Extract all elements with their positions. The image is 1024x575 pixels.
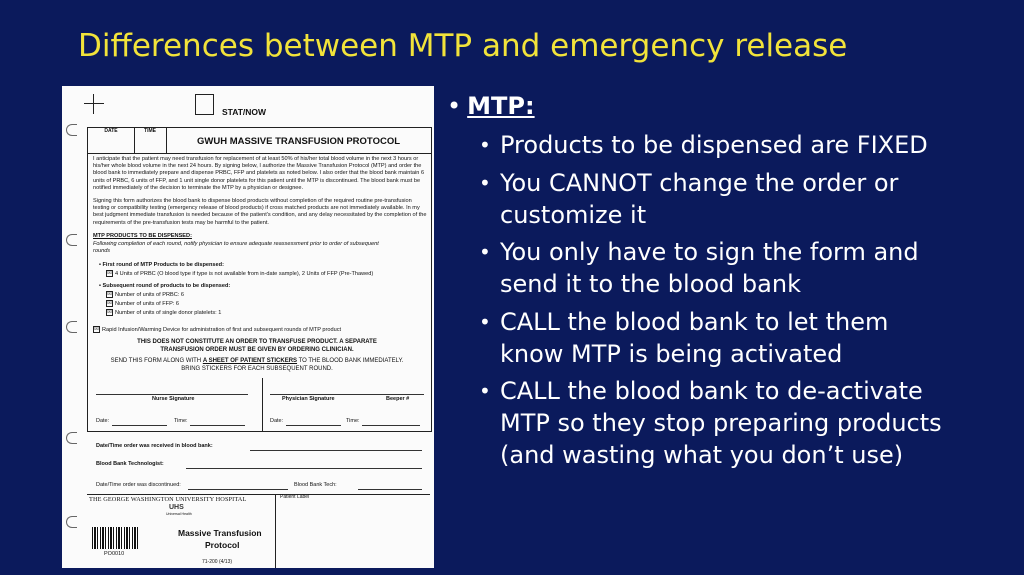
barcode-icon xyxy=(92,527,138,549)
form-paragraph-authorization: I anticipate that the patient may need transfusion for replacement of at least 50% of his/her total blood volume in the next 3 hours or his/her whole blood volume in the next 24 hours. By signing below, I authorize the Massive Transfusion Protocol (MTP) and order the blood bank to immediately prepare and dispense PRBC, FFP and platelets as noted below. I also order that the blood bank maintain 6 units of PRBC, 6 units of FFP, and 1 unit single donor platelets for this patient until the MTP is discontinued. The blood bank must be notified immediately of the decision to terminate the MTP by a physician or designee. xyxy=(93,156,425,191)
subsequent-item-text: Number of units of FFP: 6 xyxy=(115,300,180,307)
bullet-item-text: You only have to sign the form and send it to the blood bank xyxy=(500,238,919,298)
subsequent-item xyxy=(106,300,434,308)
bullet-item-text: You CANNOT change the order or customize it xyxy=(500,169,899,229)
bb-tech-line xyxy=(358,489,422,490)
punch-hole xyxy=(66,516,77,528)
checked-box-icon: ☒ xyxy=(107,291,112,297)
time-header: TIME xyxy=(134,128,167,153)
uhs-logo: UHS xyxy=(169,504,184,511)
crosshair-icon xyxy=(84,94,104,114)
subsequent-heading: • Subsequent round of products to be dispensed: xyxy=(99,283,231,289)
first-round-item-text: 4 Units of PRBC (O blood type if type is not available from in-date sample), 2 Units of FFP (Pre-Thawed) xyxy=(115,270,374,277)
bullet-item xyxy=(479,167,949,231)
bullet-dot-icon: • xyxy=(479,133,491,157)
first-round-heading: • First round of MTP Products to be dispensed: xyxy=(99,262,224,268)
form-paragraph-emergency-release: Signing this form authorizes the blood bank to dispense blood products without completion of the required routine pre-transfusion testing or compatibility testing (emergency release of blood products) if cross matched products are not immediately available. In my best judgment immediate transfusion is needed because of the patient's condition, and any delay necessitated by the completion of the requirements of the pre-transfusion tests may be harmful to the patient. xyxy=(93,198,427,226)
nurse-time-label: Time: xyxy=(174,418,188,424)
punch-hole xyxy=(66,432,77,444)
physician-time-line xyxy=(362,425,420,426)
received-line xyxy=(250,450,422,451)
sticker-notice-b: A SHEET OF PATIENT STICKERS xyxy=(202,358,298,364)
nurse-date-label: Date: xyxy=(96,418,110,424)
products-heading: MTP PRODUCTS TO BE DISPENSED: xyxy=(93,233,192,239)
transfusion-notice: THIS DOES NOT CONSTITUTE AN ORDER TO TRANSFUSE PRODUCT. A SEPARATE TRANSFUSION ORDER MUST BE GIVEN BY ORDERING CLINICIAN. xyxy=(137,339,377,353)
physician-date-line xyxy=(286,425,341,426)
nurse-date-line xyxy=(112,425,167,426)
subsequent-item xyxy=(106,291,434,299)
beeper-label: Beeper # xyxy=(386,396,410,402)
footer-title-line1: Massive Transfusion xyxy=(178,528,262,538)
technologist-label: Blood Bank Technologist: xyxy=(96,461,164,467)
received-label: Date/Time order was received in blood bank: xyxy=(96,443,213,449)
stat-label: STAT/NOW xyxy=(222,107,267,117)
punch-hole xyxy=(66,321,77,333)
subsequent-heading-text: Subsequent round of products to be dispensed: xyxy=(102,283,231,289)
sticker-notice-c: TO THE BLOOD BANK IMMEDIATELY. BRING STICKERS FOR EACH SUBSEQUENT ROUND. xyxy=(181,358,404,372)
punch-hole xyxy=(66,124,77,136)
bullet-heading-text: MTP: xyxy=(467,92,535,120)
subsequent-item xyxy=(106,309,434,317)
bullet-dot-icon: • xyxy=(479,240,491,264)
punch-hole xyxy=(66,234,77,246)
bullet-item-text: Products to be dispensed are FIXED xyxy=(500,131,928,159)
bullet-heading xyxy=(447,92,535,120)
bullet-dot-icon: • xyxy=(479,310,491,334)
form-header-row xyxy=(87,127,432,154)
rapid-infusion-item xyxy=(93,326,428,334)
barcode-text: PO0010 xyxy=(104,551,125,557)
subsequent-item-text: Number of units of PRBC: 6 xyxy=(115,291,185,298)
form-number: 71-200 (4/13) xyxy=(202,559,233,565)
bb-tech-label: Blood Bank Tech: xyxy=(294,482,337,488)
bullet-item xyxy=(479,306,949,370)
technologist-line xyxy=(186,468,422,469)
bullet-item-text: CALL the blood bank to de-activate MTP so they stop preparing products (and wasting what you don’t use) xyxy=(500,377,942,469)
bullet-dot-icon: • xyxy=(447,92,462,120)
products-subheading: Following completion of each round, notify physician to ensure adequate reassessment prior to order of subsequent rounds xyxy=(93,241,379,255)
discontinued-line xyxy=(188,489,288,490)
bullet-dot-icon: • xyxy=(479,379,491,403)
date-header: DATE xyxy=(88,128,135,153)
sticker-notice xyxy=(102,357,412,373)
bullet-item xyxy=(479,236,949,300)
physician-signature-label: Physician Signature xyxy=(282,396,335,402)
checked-box-icon: ☒ xyxy=(94,326,99,332)
rapid-infusion-text: Rapid Infusion/Warming Device for administration of first and subsequent rounds of MTP product xyxy=(102,326,342,333)
signature-divider xyxy=(262,378,263,431)
sticker-notice-a: SEND THIS FORM ALONG WITH xyxy=(110,358,202,364)
nurse-signature-line xyxy=(96,394,248,395)
bullet-dot-icon: • xyxy=(479,171,491,195)
mtp-form-scan xyxy=(62,86,434,568)
nurse-time-line xyxy=(190,425,245,426)
hospital-name: THE GEORGE WASHINGTON UNIVERSITY HOSPITAL xyxy=(89,496,247,503)
footer-vertical-divider xyxy=(275,494,276,568)
subsequent-item-text: Number of units of single donor platelets: 1 xyxy=(115,309,222,316)
nurse-signature-label: Nurse Signature xyxy=(152,396,195,402)
first-round-heading-text: First round of MTP Products to be dispensed: xyxy=(102,262,224,268)
form-title: GWUH MASSIVE TRANSFUSION PROTOCOL xyxy=(196,136,401,147)
stat-checkbox xyxy=(195,94,214,115)
checked-box-icon: ☒ xyxy=(107,270,112,276)
physician-time-label: Time: xyxy=(346,418,360,424)
bullet-item-text: CALL the blood bank to let them know MTP is being activated xyxy=(500,308,889,368)
bullet-item xyxy=(479,375,949,471)
discontinued-label: Date/Time order was discontinued: xyxy=(96,482,181,488)
physician-date-label: Date: xyxy=(270,418,284,424)
physician-signature-line xyxy=(270,394,424,395)
uhs-subtitle: Universal Health xyxy=(166,512,192,516)
checked-box-icon: ☒ xyxy=(107,309,112,315)
slide-title: Differences between MTP and emergency release xyxy=(78,28,848,64)
patient-label: Patient Label xyxy=(280,494,310,500)
checked-box-icon: ☒ xyxy=(107,300,112,306)
footer-divider xyxy=(87,494,430,495)
footer-title-line2: Protocol xyxy=(205,540,240,550)
bullet-item xyxy=(479,129,949,161)
first-round-item xyxy=(106,270,426,278)
